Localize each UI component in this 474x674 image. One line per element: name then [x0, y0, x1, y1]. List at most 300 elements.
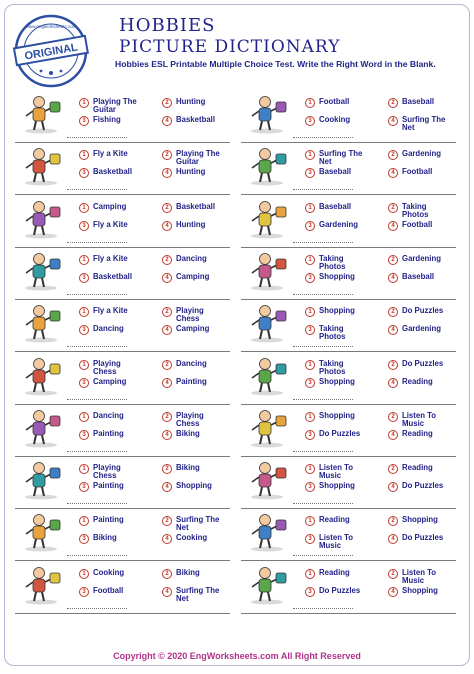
option-number-badge: 4	[388, 221, 398, 231]
option-label: Baseball	[319, 201, 352, 211]
option-number-badge: 3	[305, 273, 315, 283]
option-number-badge: 4	[388, 534, 398, 544]
option-label: Playing Chess	[93, 358, 121, 376]
answer-blank-line[interactable]	[293, 503, 353, 504]
option-number-badge: 1	[79, 360, 89, 370]
answer-option[interactable]	[162, 203, 228, 213]
option-label: Cooking	[176, 533, 208, 543]
option-number-badge: 3	[305, 534, 315, 544]
option-label: Playing Chess	[93, 463, 121, 481]
option-number-badge: 2	[388, 412, 398, 422]
option-number-badge: 4	[162, 378, 172, 388]
answer-blank-line[interactable]	[293, 555, 353, 556]
guitar-picture	[19, 146, 63, 186]
option-label: Surfing The Net	[176, 515, 220, 533]
answer-option[interactable]	[79, 325, 145, 335]
answer-option[interactable]	[162, 412, 228, 428]
question-item	[241, 195, 456, 248]
option-number-badge: 4	[162, 325, 172, 335]
option-label: Hunting	[176, 167, 206, 177]
answer-option[interactable]	[79, 255, 145, 265]
answer-option[interactable]	[305, 168, 371, 178]
option-number-badge: 4	[388, 116, 398, 126]
answer-option[interactable]	[388, 203, 454, 219]
option-number-badge: 3	[305, 378, 315, 388]
question-item	[15, 247, 230, 300]
answer-blank-line[interactable]	[293, 189, 353, 190]
option-label: Fly a Kite	[93, 306, 128, 316]
answer-option[interactable]	[79, 516, 145, 526]
copyright-footer: Copyright © 2020 EngWorksheets.com All Right Reserved	[113, 651, 361, 661]
answer-option[interactable]	[79, 150, 145, 160]
option-number-badge: 4	[162, 482, 172, 492]
option-number-badge: 3	[79, 325, 89, 335]
answer-option[interactable]	[79, 273, 145, 283]
answer-option[interactable]	[388, 255, 454, 265]
answer-blank-line[interactable]	[293, 451, 353, 452]
option-number-badge: 1	[305, 516, 315, 526]
option-number-badge: 2	[162, 98, 172, 108]
page-subtitle: PICTURE DICTIONARY	[119, 37, 341, 57]
option-number-badge: 3	[79, 587, 89, 597]
option-number-badge: 1	[79, 464, 89, 474]
option-number-badge: 3	[305, 587, 315, 597]
answer-option[interactable]	[79, 98, 145, 114]
option-number-badge: 4	[388, 168, 398, 178]
option-number-badge: 2	[388, 569, 398, 579]
answer-option[interactable]	[79, 378, 145, 388]
option-number-badge: 2	[162, 569, 172, 579]
option-label: Gardening	[319, 219, 358, 229]
answer-option[interactable]	[388, 221, 454, 231]
question-item	[15, 195, 230, 248]
question-item	[241, 561, 456, 614]
option-label: Baseball	[402, 271, 435, 281]
answer-option[interactable]	[162, 221, 228, 231]
option-label: Football	[402, 167, 433, 177]
question-item	[15, 404, 230, 457]
option-label: Camping	[176, 271, 210, 281]
option-label: Camping	[176, 324, 210, 334]
answer-option[interactable]	[305, 464, 371, 480]
option-label: Do Puzzles	[402, 358, 444, 368]
option-label: Listen To Music	[402, 410, 437, 428]
option-number-badge: 3	[305, 221, 315, 231]
option-label: Basketball	[93, 271, 133, 281]
answer-option[interactable]	[305, 255, 371, 271]
option-label: Camping	[93, 201, 127, 211]
answer-option[interactable]	[305, 307, 371, 317]
option-label: Biking	[93, 533, 117, 543]
football-player-picture	[245, 199, 289, 239]
option-number-badge: 2	[162, 516, 172, 526]
option-label: Painting	[93, 481, 124, 491]
option-label: Reading	[319, 515, 350, 525]
answer-option[interactable]	[388, 378, 454, 388]
answer-blank-line[interactable]	[293, 294, 353, 295]
option-label: Fly a Kite	[93, 253, 128, 263]
gardening-picture	[245, 303, 289, 343]
question-item	[15, 352, 230, 405]
option-label: Biking	[176, 463, 200, 473]
option-label: Surfing The Net	[319, 149, 363, 167]
shopping-picture	[245, 408, 289, 448]
answer-option[interactable]	[79, 482, 145, 492]
option-label: Biking	[176, 428, 200, 438]
option-number-badge: 1	[305, 203, 315, 213]
stamp-ring-text: www.engworksheets.com	[25, 24, 77, 29]
option-label: Fly a Kite	[93, 149, 128, 159]
option-label: Do Puzzles	[402, 533, 444, 543]
option-number-badge: 3	[79, 221, 89, 231]
option-number-badge: 2	[388, 203, 398, 213]
option-number-badge: 1	[305, 98, 315, 108]
option-label: Taking Photos	[319, 358, 346, 376]
answer-option[interactable]	[305, 203, 371, 213]
option-label: Do Puzzles	[402, 481, 444, 491]
option-number-badge: 3	[79, 273, 89, 283]
option-label: Shopping	[319, 410, 355, 420]
question-item	[15, 299, 230, 352]
option-number-badge: 4	[162, 116, 172, 126]
chess-picture	[19, 460, 63, 500]
option-label: Listen To Music	[402, 567, 437, 585]
question-item	[241, 142, 456, 195]
option-number-badge: 2	[162, 412, 172, 422]
answer-option[interactable]	[305, 534, 371, 550]
option-label: Shopping	[319, 306, 355, 316]
option-label: Gardening	[402, 324, 441, 334]
option-number-badge: 1	[79, 150, 89, 160]
option-number-badge: 3	[305, 168, 315, 178]
question-item	[241, 90, 456, 143]
option-label: Listen To Music	[319, 533, 354, 551]
option-label: Playing Chess	[176, 410, 204, 428]
question-item	[15, 456, 230, 509]
option-label: Camping	[93, 376, 127, 386]
option-number-badge: 2	[388, 464, 398, 474]
answer-option[interactable]	[305, 412, 371, 422]
option-number-badge: 4	[162, 168, 172, 178]
answer-option[interactable]	[388, 150, 454, 160]
fishing-picture	[19, 94, 63, 134]
option-number-badge: 2	[388, 516, 398, 526]
option-number-badge: 3	[79, 430, 89, 440]
option-label: Listen To Music	[319, 463, 354, 481]
answer-option[interactable]	[305, 587, 371, 597]
answer-option[interactable]	[162, 360, 228, 370]
answer-option[interactable]	[162, 116, 228, 126]
answer-option[interactable]	[388, 116, 454, 132]
answer-blank-line[interactable]	[67, 189, 127, 190]
camera-picture	[245, 356, 289, 396]
answer-option[interactable]	[162, 482, 228, 492]
option-number-badge: 1	[79, 569, 89, 579]
option-label: Basketball	[176, 201, 216, 211]
option-number-badge: 4	[162, 534, 172, 544]
puzzle-picture	[245, 460, 289, 500]
option-number-badge: 2	[162, 255, 172, 265]
option-label: Basketball	[93, 167, 133, 177]
answer-option[interactable]	[162, 464, 228, 474]
painting-picture	[19, 512, 63, 552]
answer-option[interactable]	[388, 360, 454, 370]
answer-option[interactable]	[305, 516, 371, 526]
option-number-badge: 3	[305, 116, 315, 126]
option-number-badge: 2	[162, 464, 172, 474]
option-number-badge: 2	[388, 150, 398, 160]
answer-option[interactable]	[388, 534, 454, 544]
answer-option[interactable]	[79, 412, 145, 422]
option-label: Hunting	[176, 97, 206, 106]
option-number-badge: 4	[388, 587, 398, 597]
answer-option[interactable]	[305, 378, 371, 388]
option-label: Dancing	[93, 410, 124, 420]
option-number-badge: 2	[162, 203, 172, 213]
answer-option[interactable]	[305, 98, 371, 108]
option-number-badge: 2	[388, 360, 398, 370]
answer-option[interactable]	[388, 516, 454, 526]
answer-option[interactable]	[162, 325, 228, 335]
answer-option[interactable]	[162, 150, 228, 166]
music-picture	[245, 565, 289, 605]
answer-option[interactable]	[388, 587, 454, 597]
option-label: Dancing	[176, 358, 207, 368]
option-number-badge: 3	[79, 482, 89, 492]
option-label: Taking Photos	[319, 324, 346, 342]
option-number-badge: 3	[305, 325, 315, 335]
answer-option[interactable]	[162, 273, 228, 283]
option-label: Painting	[176, 376, 207, 386]
option-label: Shopping	[402, 585, 438, 595]
option-number-badge: 3	[79, 116, 89, 126]
option-label: Dancing	[93, 324, 124, 334]
option-label: Shopping	[319, 376, 355, 386]
option-label: Baseball	[319, 167, 352, 177]
option-label: Basketball	[176, 115, 216, 124]
answer-blank-line[interactable]	[67, 399, 127, 400]
answer-option[interactable]	[305, 325, 371, 341]
option-number-badge: 3	[305, 482, 315, 492]
option-number-badge: 4	[162, 221, 172, 231]
answer-option[interactable]	[162, 255, 228, 265]
option-number-badge: 1	[305, 150, 315, 160]
answer-option[interactable]	[79, 464, 145, 480]
option-number-badge: 4	[388, 325, 398, 335]
football-picture	[245, 94, 289, 134]
answer-option[interactable]	[388, 430, 454, 440]
option-label: Baseball	[402, 97, 435, 106]
option-label: Dancing	[176, 253, 207, 263]
answer-blank-line[interactable]	[293, 137, 353, 138]
photos-picture	[245, 251, 289, 291]
option-label: Playing The Guitar	[176, 149, 220, 167]
question-item	[241, 508, 456, 561]
instructions-text: Hobbies ESL Printable Multiple Choice Test. Write the Right Word in the Blank.	[115, 59, 436, 69]
question-item	[15, 508, 230, 561]
option-label: Cooking	[319, 115, 351, 124]
answer-option[interactable]	[162, 378, 228, 388]
answer-option[interactable]	[162, 307, 228, 323]
option-number-badge: 1	[79, 307, 89, 317]
option-label: Biking	[176, 567, 200, 577]
answer-option[interactable]	[388, 307, 454, 317]
option-label: Football	[93, 585, 124, 595]
option-number-badge: 3	[79, 534, 89, 544]
option-number-badge: 2	[388, 307, 398, 317]
page-title: HOBBIES	[119, 15, 216, 36]
option-number-badge: 1	[79, 412, 89, 422]
answer-option[interactable]	[305, 430, 371, 440]
option-label: Gardening	[402, 149, 441, 159]
answer-blank-line[interactable]	[67, 137, 127, 138]
biking-picture	[19, 565, 63, 605]
answer-option[interactable]	[79, 430, 145, 440]
answer-option[interactable]	[305, 569, 371, 579]
question-item	[241, 456, 456, 509]
option-number-badge: 1	[79, 255, 89, 265]
answer-option[interactable]	[388, 168, 454, 178]
option-label: Reading	[319, 567, 350, 577]
option-label: Surfing The Net	[402, 115, 446, 132]
option-number-badge: 4	[388, 482, 398, 492]
answer-option[interactable]	[79, 360, 145, 376]
option-number-badge: 1	[305, 412, 315, 422]
answer-option[interactable]	[305, 360, 371, 376]
answer-option[interactable]	[162, 587, 228, 603]
answer-blank-line[interactable]	[293, 608, 353, 609]
option-number-badge: 1	[305, 569, 315, 579]
surfing-net-picture	[245, 146, 289, 186]
option-number-badge: 4	[388, 378, 398, 388]
answer-option[interactable]	[79, 307, 145, 317]
answer-option[interactable]	[79, 203, 145, 213]
option-label: Do Puzzles	[319, 428, 361, 438]
option-label: Reading	[402, 428, 433, 438]
answer-option[interactable]	[162, 98, 228, 108]
answer-blank-line[interactable]	[67, 503, 127, 504]
answer-blank-line[interactable]	[67, 346, 127, 347]
kite-girl-picture	[19, 303, 63, 343]
answer-blank-line[interactable]	[67, 451, 127, 452]
option-label: Reading	[402, 376, 433, 386]
option-number-badge: 2	[388, 255, 398, 265]
answer-option[interactable]	[388, 98, 454, 108]
original-stamp-logo	[11, 11, 91, 91]
option-number-badge: 1	[305, 464, 315, 474]
option-number-badge: 1	[305, 360, 315, 370]
option-label: Fishing	[93, 115, 121, 124]
option-label: Do Puzzles	[319, 585, 361, 595]
answer-option[interactable]	[162, 534, 228, 544]
dancing-picture	[19, 408, 63, 448]
answer-option[interactable]	[162, 430, 228, 440]
option-number-badge: 2	[162, 150, 172, 160]
option-label: Playing The Guitar	[93, 97, 137, 114]
option-label: Painting	[93, 428, 124, 438]
answer-blank-line[interactable]	[293, 346, 353, 347]
option-number-badge: 3	[79, 378, 89, 388]
option-number-badge: 3	[305, 430, 315, 440]
answer-option[interactable]	[79, 116, 145, 126]
answer-option[interactable]	[388, 325, 454, 335]
answer-option[interactable]	[388, 569, 454, 585]
option-number-badge: 4	[388, 430, 398, 440]
answer-option[interactable]	[79, 569, 145, 579]
answer-option[interactable]	[388, 412, 454, 428]
answer-option[interactable]	[162, 516, 228, 532]
question-item	[15, 561, 230, 614]
option-number-badge: 4	[162, 587, 172, 597]
hunting-picture	[19, 199, 63, 239]
option-label: Surfing The Net	[176, 585, 220, 603]
answer-blank-line[interactable]	[67, 242, 127, 243]
option-number-badge: 4	[162, 273, 172, 283]
answer-blank-line[interactable]	[67, 294, 127, 295]
answer-option[interactable]	[305, 273, 371, 283]
answer-blank-line[interactable]	[67, 608, 127, 609]
question-item	[241, 352, 456, 405]
option-label: Football	[402, 219, 433, 229]
worksheet-page	[4, 4, 470, 666]
option-label: Taking Photos	[319, 253, 346, 271]
answer-option[interactable]	[388, 482, 454, 492]
kite-picture	[19, 251, 63, 291]
option-label: Shopping	[402, 515, 438, 525]
option-number-badge: 2	[162, 307, 172, 317]
option-label: Taking Photos	[402, 201, 429, 219]
answer-blank-line[interactable]	[293, 242, 353, 243]
answer-blank-line[interactable]	[293, 399, 353, 400]
option-number-badge: 1	[305, 255, 315, 265]
answer-option[interactable]	[162, 168, 228, 178]
answer-option[interactable]	[79, 534, 145, 544]
option-label: Gardening	[402, 253, 441, 263]
option-label: Painting	[93, 515, 124, 525]
option-number-badge: 4	[162, 430, 172, 440]
answer-option[interactable]	[79, 221, 145, 231]
option-label: Shopping	[319, 271, 355, 281]
option-number-badge: 2	[388, 98, 398, 108]
answer-option[interactable]	[305, 150, 371, 166]
answer-option[interactable]	[388, 464, 454, 474]
answer-option[interactable]	[162, 569, 228, 579]
option-number-badge: 1	[79, 98, 89, 108]
option-label: Fly a Kite	[93, 219, 128, 229]
option-number-badge: 4	[388, 273, 398, 283]
option-number-badge: 2	[162, 360, 172, 370]
stamp-label: ORIGINAL	[23, 41, 79, 63]
option-number-badge: 1	[305, 307, 315, 317]
option-number-badge: 3	[79, 168, 89, 178]
option-label: Hunting	[176, 219, 206, 229]
question-item	[241, 299, 456, 352]
option-label: Playing Chess	[176, 306, 204, 324]
answer-option[interactable]	[305, 482, 371, 492]
answer-option[interactable]	[388, 273, 454, 283]
camping-picture	[19, 356, 63, 396]
answer-blank-line[interactable]	[67, 555, 127, 556]
question-item	[15, 90, 230, 143]
answer-option[interactable]	[305, 221, 371, 231]
answer-option[interactable]	[79, 587, 145, 597]
reading-picture	[245, 512, 289, 552]
answer-option[interactable]	[305, 116, 371, 126]
option-label: Do Puzzles	[402, 306, 444, 316]
answer-option[interactable]	[79, 168, 145, 178]
option-label: Shopping	[319, 481, 355, 491]
option-number-badge: 1	[79, 516, 89, 526]
